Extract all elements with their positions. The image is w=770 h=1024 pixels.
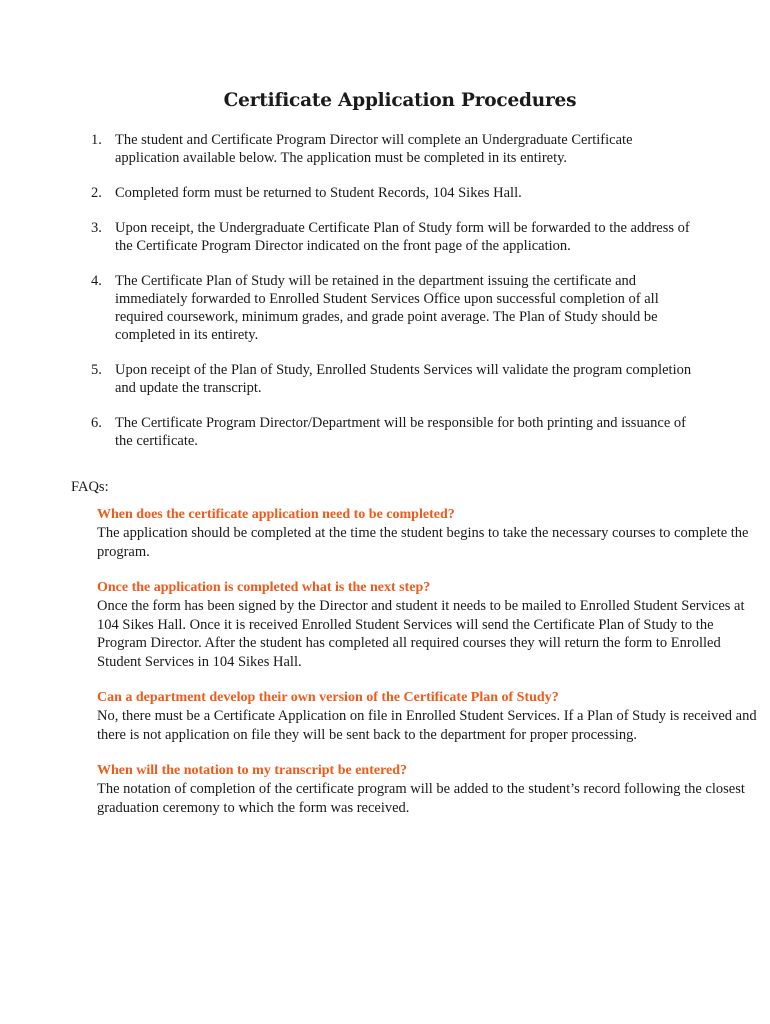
procedure-number: 1.: [91, 132, 102, 148]
procedure-number: 6.: [91, 415, 102, 431]
procedure-item-6: [0, 414, 695, 450]
procedure-text: Upon receipt, the Undergraduate Certificate Plan of Study form will be forwarded to the address of the Certificate Program Director indicated on the front page of the application.: [115, 220, 690, 254]
faq-item-2: [97, 579, 757, 671]
procedure-text: The Certificate Plan of Study will be retained in the department issuing the certificate and immediately forwarded to Enrolled Student Services Office upon successful completion of all required coursework, minimum grades, and grade point average. The Plan of Study should be completed in its entirety.: [115, 273, 659, 343]
faq-answer: Once the form has been signed by the Director and student it needs to be mailed to Enrolled Student Services at 104 Sikes Hall. Once it is received Enrolled Student Services will send the Certificate Plan of Study to the Program Director. After the student has completed all required courses they will return the form to Enrolled Student Services in 104 Sikes Hall.: [97, 598, 745, 670]
page-title: Certificate Application Procedures: [223, 90, 577, 111]
faq-item-1: [97, 506, 757, 561]
procedure-number: 4.: [91, 273, 102, 289]
procedure-item-4: [0, 272, 695, 344]
procedure-item-5: [0, 361, 695, 397]
faq-answer: The notation of completion of the certificate program will be added to the student’s record following the closest graduation ceremony to which the form was received.: [97, 781, 745, 816]
faq-question: Can a department develop their own version of the Certificate Plan of Study?: [97, 690, 559, 705]
faq-item-3: [97, 689, 757, 744]
faq-question: When will the notation to my transcript be entered?: [97, 763, 408, 778]
procedure-item-2: [0, 184, 695, 202]
procedure-number: 5.: [91, 362, 102, 378]
procedure-item-3: [0, 219, 695, 255]
procedure-text: The Certificate Program Director/Department will be responsible for both printing and issuance of the certificate.: [115, 415, 686, 449]
procedure-text: Upon receipt of the Plan of Study, Enrolled Students Services will validate the program completion and update the transcript.: [115, 362, 692, 396]
procedure-text: Completed form must be returned to Student Records, 104 Sikes Hall.: [115, 185, 522, 201]
procedure-text: The student and Certificate Program Director will complete an Undergraduate Certificate application available below. The application must be completed in its entirety.: [115, 132, 633, 166]
faq-question: Once the application is completed what is the next step?: [97, 580, 431, 595]
faq-heading: FAQs:: [71, 479, 109, 495]
faq-item-4: [97, 762, 757, 817]
procedure-number: 3.: [91, 220, 102, 236]
faq-answer: The application should be completed at the time the student begins to take the necessary courses to complete the program.: [97, 525, 749, 560]
procedure-number: 2.: [91, 185, 102, 201]
faq-question: When does the certificate application need to be completed?: [97, 507, 455, 522]
faq-list: [97, 506, 757, 835]
procedure-list: [0, 131, 770, 467]
procedure-item-1: [0, 131, 695, 167]
faq-answer: No, there must be a Certificate Application on file in Enrolled Student Services. If a Plan of Study is received and there is not application on file they will be sent back to the department for proper processing.: [97, 708, 757, 743]
